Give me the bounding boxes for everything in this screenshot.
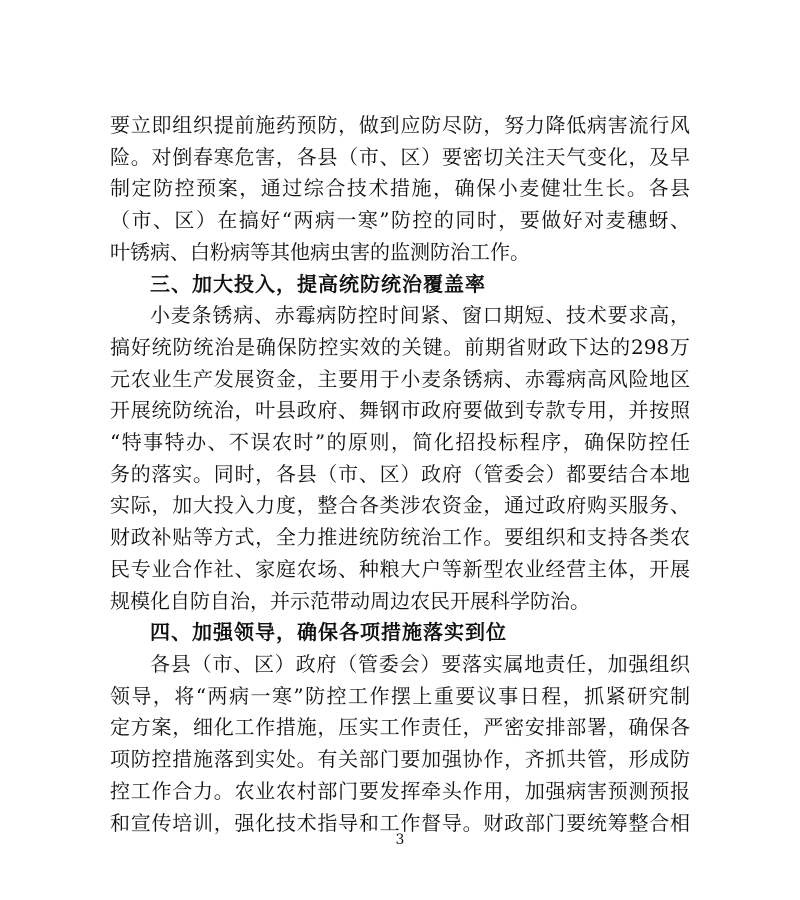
body-line: 各县（市、区）政府（管委会）要落实属地责任，加强组织 <box>150 652 690 676</box>
body-line: 控工作合力。农业农村部门要发挥牵头作用，加强病害预测预报 <box>110 778 690 803</box>
body-line: 元农业生产发展资金，主要用于小麦条锈病、赤霉病高风险地区 <box>110 366 690 391</box>
body-line: 财政补贴等方式，全力推进统防统治工作。要组织和支持各类农 <box>110 525 690 550</box>
section-heading-4: 四、加强领导，确保各项措施落实到位 <box>150 620 507 645</box>
body-line: 搞好统防统治是确保防控实效的关键。前期省财政下达的298万 <box>110 334 690 359</box>
body-line: 定方案，细化工作措施，压实工作责任，严密安排部署，确保各 <box>110 715 690 740</box>
body-line: 叶锈病、白粉病等其他病虫害的监测防治工作。 <box>110 239 530 264</box>
body-line: 要立即组织提前施药预防，做到应防尽防，努力降低病害流行风 <box>110 113 690 137</box>
body-line: 险。对倒春寒危害，各县（市、区）要密切关注天气变化，及早 <box>110 144 690 169</box>
body-line: “特事特办、不误农时”的原则，简化招投标程序，确保防控任 <box>110 430 690 455</box>
body-line: 实际，加大投入力度，整合各类涉农资金，通过政府购买服务、 <box>110 493 690 518</box>
body-line: （市、区）在搞好“两病一寒”防控的同时，要做好对麦穗蚜、 <box>110 208 690 233</box>
body-line: 和宣传培训，强化技术指导和工作督导。财政部门要统筹整合相 <box>110 810 690 835</box>
body-line: 制定防控预案，通过综合技术措施，确保小麦健壮生长。各县 <box>110 176 690 201</box>
body-line: 务的落实。同时，各县（市、区）政府（管委会）都要结合本地 <box>110 461 690 486</box>
body-line: 小麦条锈病、赤霉病防控时间紧、窗口期短、技术要求高， <box>150 303 690 328</box>
body-line: 民专业合作社、家庭农场、种粮大户等新型农业经营主体，开展 <box>110 556 690 581</box>
body-line: 项防控措施落到实处。有关部门要加强协作，齐抓共管，形成防 <box>110 747 690 772</box>
body-line: 规模化自防自治，并示范带动周边农民开展科学防治。 <box>110 588 590 613</box>
section-heading-3: 三、加大投入，提高统防统治覆盖率 <box>150 271 486 296</box>
body-line: 领导，将“两病一寒”防控工作摆上重要议事日程，抓紧研究制 <box>110 683 690 708</box>
page-number: 3 <box>395 831 405 848</box>
body-line: 开展统防统治，叶县政府、舞钢市政府要做到专款专用，并按照 <box>110 398 690 423</box>
